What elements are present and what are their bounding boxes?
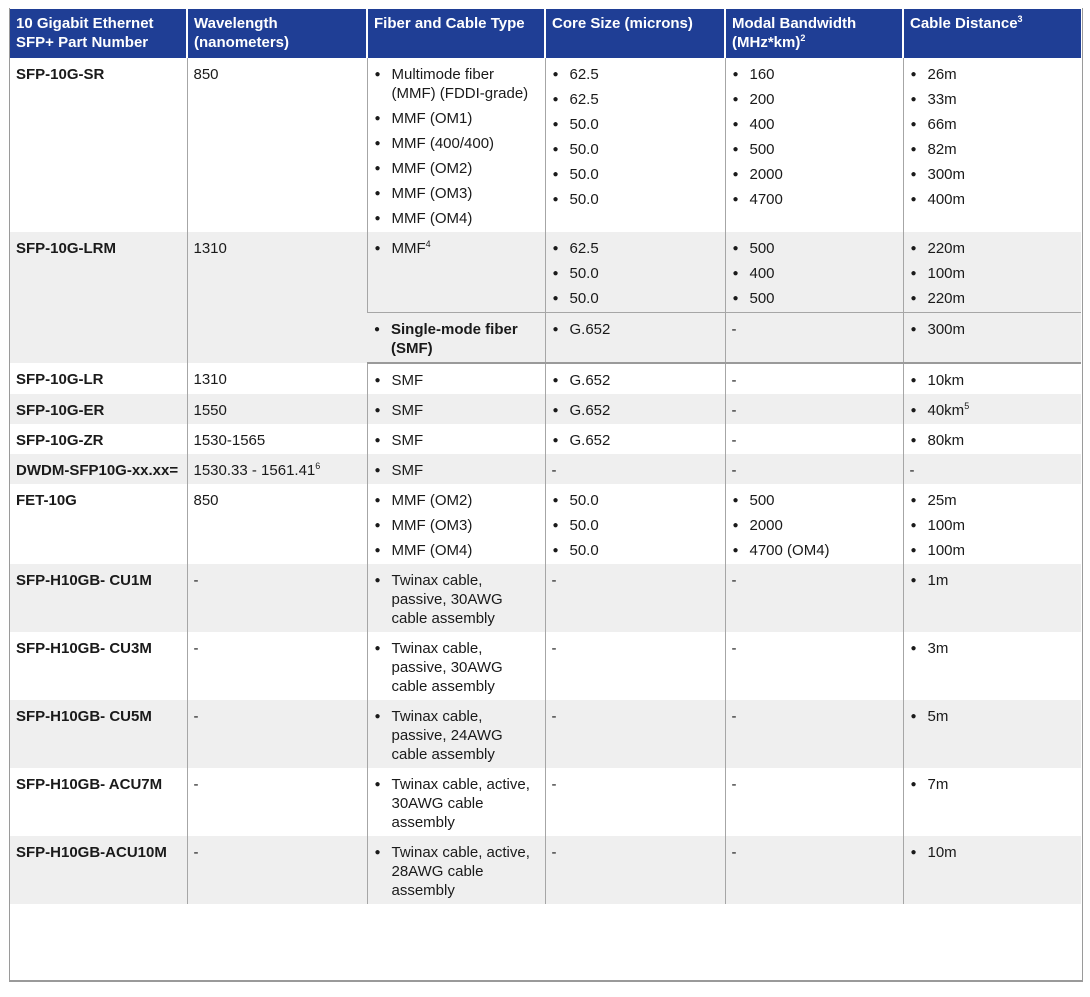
list-item: ● 26m xyxy=(910,65,1076,84)
fiber-type xyxy=(367,484,545,564)
table-row xyxy=(10,454,1081,484)
fiber-type xyxy=(367,58,545,232)
modal-bandwidth: - xyxy=(725,313,903,364)
list-item: ● G.652 xyxy=(552,401,719,420)
list-item: ● 50.0 xyxy=(552,264,719,283)
modal-bandwidth xyxy=(725,232,903,313)
modal-bandwidth xyxy=(725,58,903,232)
core-size: - xyxy=(545,454,725,484)
transceiver-spec-table xyxy=(10,9,1081,904)
cable-distance xyxy=(903,394,1081,424)
list-item: ● 62.5 xyxy=(552,90,719,109)
transceiver-table-container xyxy=(10,9,1081,904)
list-item: ● 50.0 xyxy=(552,165,719,184)
modal-bandwidth xyxy=(725,484,903,564)
fiber-type xyxy=(367,232,545,313)
cable-distance xyxy=(903,700,1081,768)
modal-bandwidth: - xyxy=(725,836,903,904)
core-size xyxy=(545,394,725,424)
list-item: ● 50.0 xyxy=(552,541,719,560)
list-item: ● 25m xyxy=(910,491,1076,510)
table-row xyxy=(10,363,1081,394)
list-item: ● MMF$^4$ xyxy=(374,239,539,258)
wavelength: 1550 xyxy=(187,394,367,424)
core-size: - xyxy=(545,564,725,632)
core-size xyxy=(545,424,725,454)
list-item: ● 82m xyxy=(910,140,1076,159)
modal-bandwidth: - xyxy=(725,700,903,768)
part-number: SFP-10G-LRM xyxy=(10,232,187,363)
list-item: ● MMF (OM3) xyxy=(374,516,539,535)
list-item: ● 160 xyxy=(732,65,897,84)
list-item: ● 50.0 xyxy=(552,190,719,209)
footnote-3: 3 xyxy=(1017,14,1023,24)
fiber-type xyxy=(367,363,545,394)
list-item: ● MMF (OM2) xyxy=(374,159,539,178)
table-row xyxy=(10,836,1081,904)
list-item: ● $40km^5$ xyxy=(910,401,1076,420)
part-number: SFP-10G-ZR xyxy=(16,432,104,449)
list-item: ● 4700 xyxy=(732,190,897,209)
fiber-type xyxy=(367,632,545,700)
cable-distance xyxy=(903,484,1081,564)
list-item: ● MMF (OM3) xyxy=(374,184,539,203)
table-row xyxy=(10,58,1081,232)
wavelength: 1530.33 - 1561.41$^6$ xyxy=(187,454,367,484)
list-item: ● 50.0 xyxy=(552,491,719,510)
core-size xyxy=(545,363,725,394)
cable-distance xyxy=(903,313,1081,364)
cable-distance: - xyxy=(903,454,1081,484)
table-row xyxy=(10,232,1081,313)
core-size: - xyxy=(545,632,725,700)
wavelength: - xyxy=(187,632,367,700)
list-item: ● 4700 (OM4) xyxy=(732,541,897,560)
list-item: ● 220m xyxy=(910,289,1076,308)
fiber-type xyxy=(367,313,545,364)
core-size xyxy=(545,58,725,232)
modal-bandwidth: - xyxy=(725,394,903,424)
part-number: SFP-H10GB- CU1M xyxy=(10,564,187,632)
part-number: SFP-H10GB- CU3M xyxy=(16,640,152,657)
table-row xyxy=(10,394,1081,424)
list-item: ● Twinax cable, active, 28AWG cable assembly xyxy=(374,843,539,900)
wavelength: 1530-1565 xyxy=(187,424,367,454)
list-item: ● SMF xyxy=(374,401,539,420)
table-header-row xyxy=(10,9,1081,58)
list-item: ● 500 xyxy=(732,289,897,308)
list-item: ● 500 xyxy=(732,491,897,510)
list-item: ● 50.0 xyxy=(552,115,719,134)
list-item: ● G.652 xyxy=(552,320,719,339)
core-size: - xyxy=(545,768,725,836)
list-item: ● 400m xyxy=(910,190,1076,209)
list-item: ● 66m xyxy=(910,115,1076,134)
part-number: SFP-10G-ER xyxy=(10,394,187,424)
list-item: ● G.652 xyxy=(552,431,719,450)
wavelength: - xyxy=(187,768,367,836)
list-item: ● 62.5 xyxy=(552,239,719,258)
list-item: ● 400 xyxy=(732,115,897,134)
wavelength: - xyxy=(187,836,367,904)
part-number: SFP-H10GB- CU5M xyxy=(10,700,187,768)
part-number: SFP-H10GB-ACU10M xyxy=(10,836,187,904)
fiber-type xyxy=(367,836,545,904)
list-item: ● SMF xyxy=(374,371,539,390)
list-item: ● 100m xyxy=(910,264,1076,283)
list-item: ● 33m xyxy=(910,90,1076,109)
modal-bandwidth: - xyxy=(725,363,903,394)
cable-distance xyxy=(903,232,1081,313)
header-part-number: 10 Gigabit Ethernet SFP+ Part Number xyxy=(10,9,187,58)
table-row xyxy=(10,424,1081,454)
list-item: ● 300m xyxy=(910,320,1076,339)
list-item: ● Twinax cable, passive, 24AWG cable assembly xyxy=(374,707,539,764)
footnote-6: 6 xyxy=(315,461,321,471)
list-item: ● Twinax cable, passive, 30AWG cable assembly xyxy=(374,571,539,628)
list-item: ● 50.0 xyxy=(552,140,719,159)
list-item: ● 300m xyxy=(910,165,1076,184)
table-row xyxy=(10,484,1081,564)
fiber-type xyxy=(367,394,545,424)
modal-bandwidth: - xyxy=(725,424,903,454)
fiber-type xyxy=(367,700,545,768)
header-fiber-type: Fiber and Cable Type xyxy=(367,9,545,58)
header-wavelength: Wavelength (nanometers) xyxy=(187,9,367,58)
core-size xyxy=(545,484,725,564)
cable-distance xyxy=(903,836,1081,904)
footnote-2: 2 xyxy=(800,33,806,43)
list-item: ● 10km xyxy=(910,371,1076,390)
part-number: FET-10G xyxy=(16,492,77,509)
fiber-type xyxy=(367,768,545,836)
modal-bandwidth: - xyxy=(725,632,903,700)
fiber-type xyxy=(367,424,545,454)
list-item: ● 220m xyxy=(910,239,1076,258)
list-item: ● 5m xyxy=(910,707,1076,726)
list-item: ● 7m xyxy=(910,775,1076,794)
list-item: ● SMF xyxy=(374,461,539,480)
list-item: ● 2000 xyxy=(732,516,897,535)
list-item: ● 80km xyxy=(910,431,1076,450)
modal-bandwidth: - xyxy=(725,454,903,484)
part-number: SFP-10G-LR xyxy=(16,371,104,388)
list-item: ● Twinax cable, active, 30AWG cable assembly xyxy=(374,775,539,832)
list-item: ● 100m xyxy=(910,516,1076,535)
list-item: ● SMF xyxy=(374,431,539,450)
core-size xyxy=(545,313,725,364)
table-row xyxy=(10,564,1081,632)
cable-distance xyxy=(903,768,1081,836)
list-item: ● MMF (OM4) xyxy=(374,541,539,560)
list-item: ● 500 xyxy=(732,239,897,258)
list-item: ● 50.0 xyxy=(552,289,719,308)
list-item: ● Multimode fiber (MMF) (FDDI-grade) xyxy=(374,65,539,103)
cable-distance xyxy=(903,632,1081,700)
table-row xyxy=(10,632,1081,700)
fiber-type xyxy=(367,454,545,484)
wavelength: 850 xyxy=(187,484,367,564)
list-item: ● 10m xyxy=(910,843,1076,862)
footnote-4: 4 xyxy=(425,239,431,249)
part-number: SFP-10G-SR xyxy=(16,66,105,83)
wavelength: 1310 xyxy=(187,232,367,363)
core-size: - xyxy=(545,836,725,904)
header-modal-bandwidth: Modal Bandwidth $(MHz*km)^2$ xyxy=(725,9,903,58)
list-item: ● 1m xyxy=(910,571,1076,590)
cable-distance xyxy=(903,363,1081,394)
cable-distance xyxy=(903,564,1081,632)
cable-distance xyxy=(903,58,1081,232)
list-item: ● G.652 xyxy=(552,371,719,390)
wavelength: - xyxy=(187,700,367,768)
list-item: ● MMF (OM4) xyxy=(374,209,539,228)
table-row xyxy=(10,700,1081,768)
wavelength: 850 xyxy=(187,58,367,232)
list-item: ● Single-mode fiber (SMF) xyxy=(373,320,539,358)
list-item: ● 3m xyxy=(910,639,1076,658)
list-item: ● MMF (OM1) xyxy=(374,109,539,128)
header-cable-distance: Cable Distance$^3$ xyxy=(903,9,1081,58)
part-number: SFP-H10GB- ACU7M xyxy=(16,776,163,793)
part-number: DWDM-SFP10G-xx.xx= xyxy=(10,454,187,484)
footnote-5: 5 xyxy=(964,401,970,411)
list-item: ● 400 xyxy=(732,264,897,283)
list-item: ● 200 xyxy=(732,90,897,109)
list-item: ● MMF (OM2) xyxy=(374,491,539,510)
modal-bandwidth: - xyxy=(725,564,903,632)
list-item: ● Twinax cable, passive, 30AWG cable assembly xyxy=(374,639,539,696)
list-item: ● 2000 xyxy=(732,165,897,184)
modal-bandwidth: - xyxy=(725,768,903,836)
fiber-type xyxy=(367,564,545,632)
header-core-size: Core Size (microns) xyxy=(545,9,725,58)
wavelength: 1310 xyxy=(187,363,367,394)
cable-distance xyxy=(903,424,1081,454)
list-item: ● 62.5 xyxy=(552,65,719,84)
list-item: ● 500 xyxy=(732,140,897,159)
wavelength: - xyxy=(187,564,367,632)
core-size: - xyxy=(545,700,725,768)
list-item: ● 50.0 xyxy=(552,516,719,535)
table-row xyxy=(10,768,1081,836)
list-item: ● 100m xyxy=(910,541,1076,560)
list-item: ● MMF (400/400) xyxy=(374,134,539,153)
core-size xyxy=(545,232,725,313)
